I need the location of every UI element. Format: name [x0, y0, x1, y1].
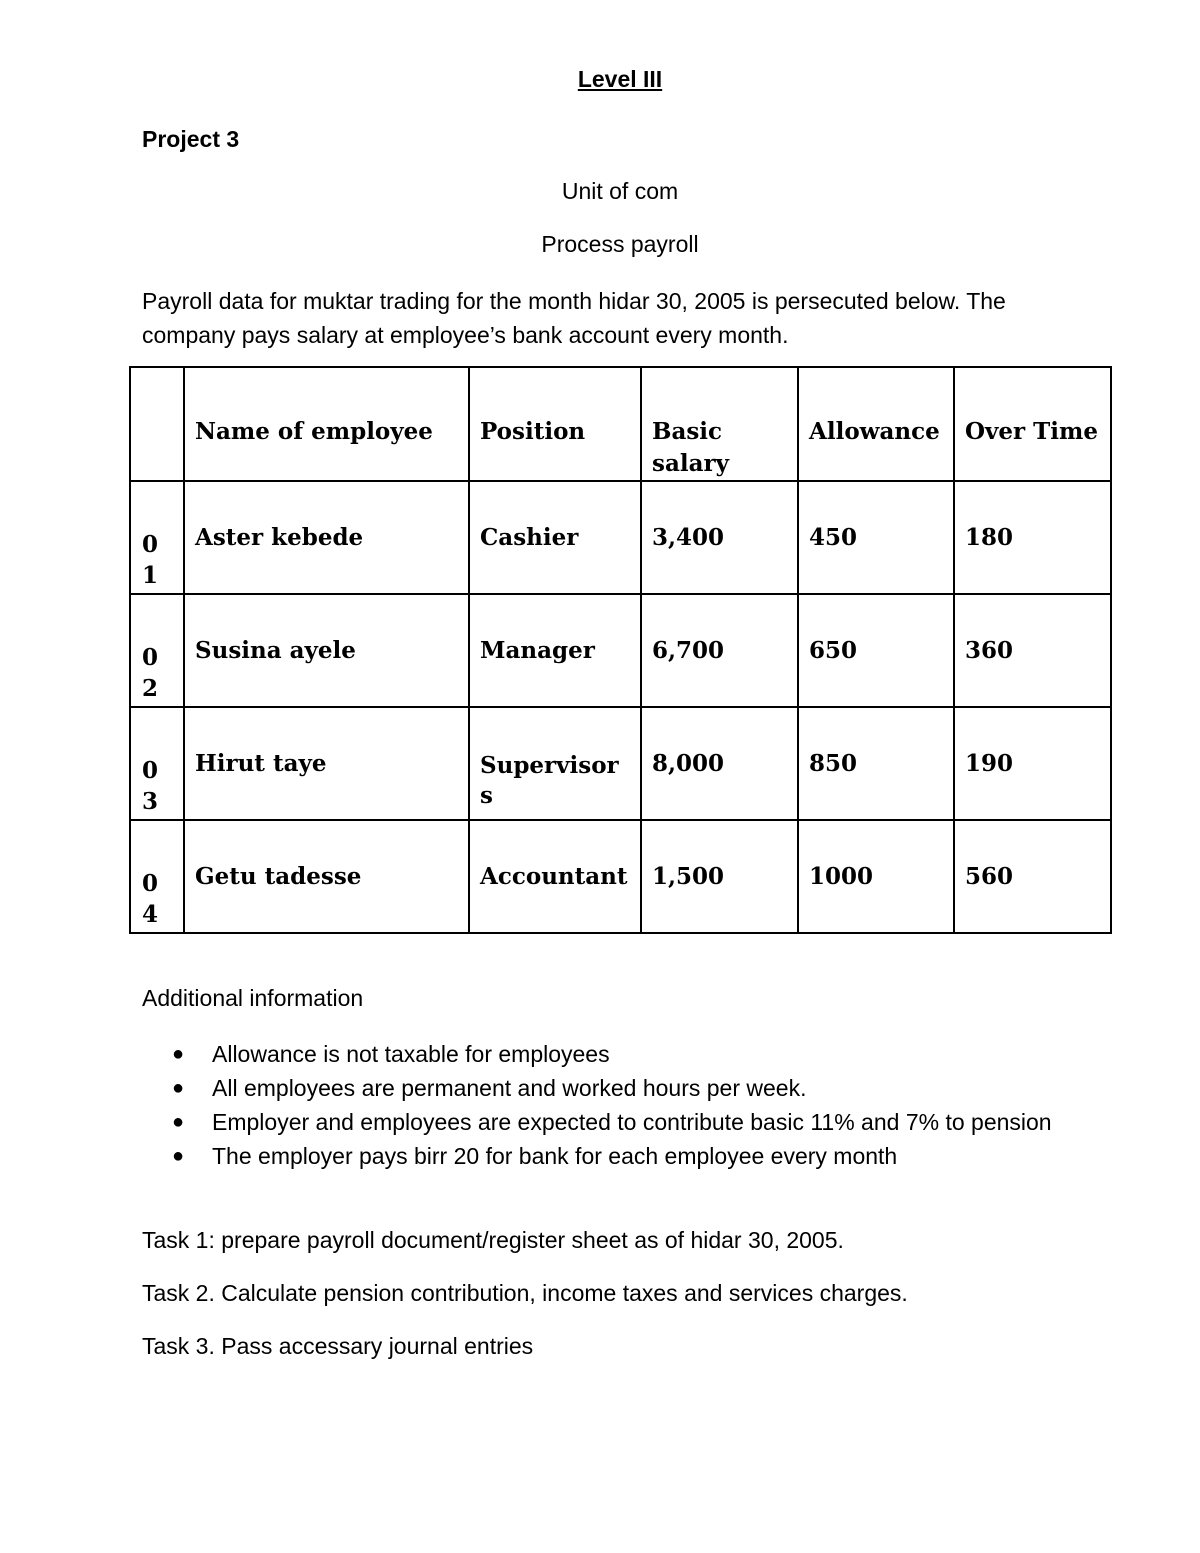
task-1: Task 1: prepare payroll document/register sheet as of hidar 30, 2005. — [142, 1227, 844, 1253]
list-item — [142, 1139, 1072, 1173]
table-row — [130, 707, 1111, 820]
cell-basic-salary: 3,400 — [641, 481, 798, 594]
header-cell-position: Position — [469, 367, 641, 481]
cell-overtime: 560 — [954, 820, 1111, 933]
level-title: Level III — [577, 66, 663, 92]
unit-line: Unit of com — [561, 178, 679, 204]
cell-allowance: 850 — [798, 707, 954, 820]
cell-allowance: 450 — [798, 481, 954, 594]
row-index-a: 0 — [142, 531, 159, 558]
row-index-a: 0 — [142, 644, 159, 671]
cell-basic-salary: 8,000 — [641, 707, 798, 820]
intro-line-1: Payroll data for muktar trading for the month hidar 30, 2005 is persecuted below. The — [142, 288, 1006, 314]
header-basic-salary-label: Basic salary — [652, 418, 729, 477]
cell-position: Manager — [469, 594, 641, 707]
header-cell-allowance: Allowance — [798, 367, 954, 481]
intro-paragraph — [142, 284, 1122, 352]
cell-allowance: 650 — [798, 594, 954, 707]
intro-line-2: company pays salary at employee’s bank account every month. — [142, 322, 789, 348]
list-item — [142, 1071, 1072, 1105]
cell-position: Accountant — [469, 820, 641, 933]
bullet-icon: ● — [172, 1111, 185, 1133]
cell-basic-salary: 1,500 — [641, 820, 798, 933]
list-item — [142, 1037, 1072, 1071]
bullet-icon: ● — [172, 1043, 185, 1065]
process-line: Process payroll — [541, 231, 699, 257]
cell-position: Cashier — [469, 481, 641, 594]
cell-overtime: 180 — [954, 481, 1111, 594]
row-index — [130, 820, 184, 933]
payroll-table — [129, 366, 1112, 934]
header-cell-index — [130, 367, 184, 481]
list-item — [142, 1105, 1072, 1139]
list-item-text: Employer and employees are expected to contribute basic 11% and 7% to pension — [212, 1109, 1052, 1135]
task-3: Task 3. Pass accessary journal entries — [142, 1333, 534, 1359]
cell-overtime: 360 — [954, 594, 1111, 707]
header-cell-name: Name of employee — [184, 367, 469, 481]
row-index-a: 0 — [142, 757, 159, 784]
row-index — [130, 481, 184, 594]
row-index-b: 2 — [142, 675, 159, 702]
row-index-b: 1 — [142, 562, 159, 589]
additional-info-list — [142, 1037, 1072, 1173]
list-item-text: All employees are permanent and worked hours per week. — [212, 1075, 807, 1101]
additional-info-title: Additional information — [142, 985, 364, 1011]
row-index-a: 0 — [142, 870, 159, 897]
cell-name: Getu tadesse — [184, 820, 469, 933]
cell-name: Susina ayele — [184, 594, 469, 707]
cell-overtime: 190 — [954, 707, 1111, 820]
header-cell-basic-salary — [641, 367, 798, 481]
row-index — [130, 594, 184, 707]
table-row — [130, 481, 1111, 594]
row-index-b: 3 — [142, 788, 159, 815]
bullet-icon: ● — [172, 1145, 185, 1167]
list-item-text: Allowance is not taxable for employees — [212, 1041, 610, 1067]
list-item-text: The employer pays birr 20 for bank for each employee every month — [212, 1143, 898, 1169]
row-index-b: 4 — [142, 901, 159, 928]
cell-name: Aster kebede — [184, 481, 469, 594]
table-header-row — [130, 367, 1111, 481]
cell-basic-salary: 6,700 — [641, 594, 798, 707]
row-index — [130, 707, 184, 820]
task-2: Task 2. Calculate pension contribution, income taxes and services charges. — [142, 1280, 908, 1306]
table-row — [130, 820, 1111, 933]
cell-name: Hirut taye — [184, 707, 469, 820]
header-cell-overtime: Over Time — [954, 367, 1111, 481]
bullet-icon: ● — [172, 1077, 185, 1099]
cell-position — [469, 707, 641, 820]
cell-position-text: Supervisors — [480, 751, 619, 809]
project-title: Project 3 — [142, 126, 240, 152]
cell-allowance: 1000 — [798, 820, 954, 933]
table-row — [130, 594, 1111, 707]
